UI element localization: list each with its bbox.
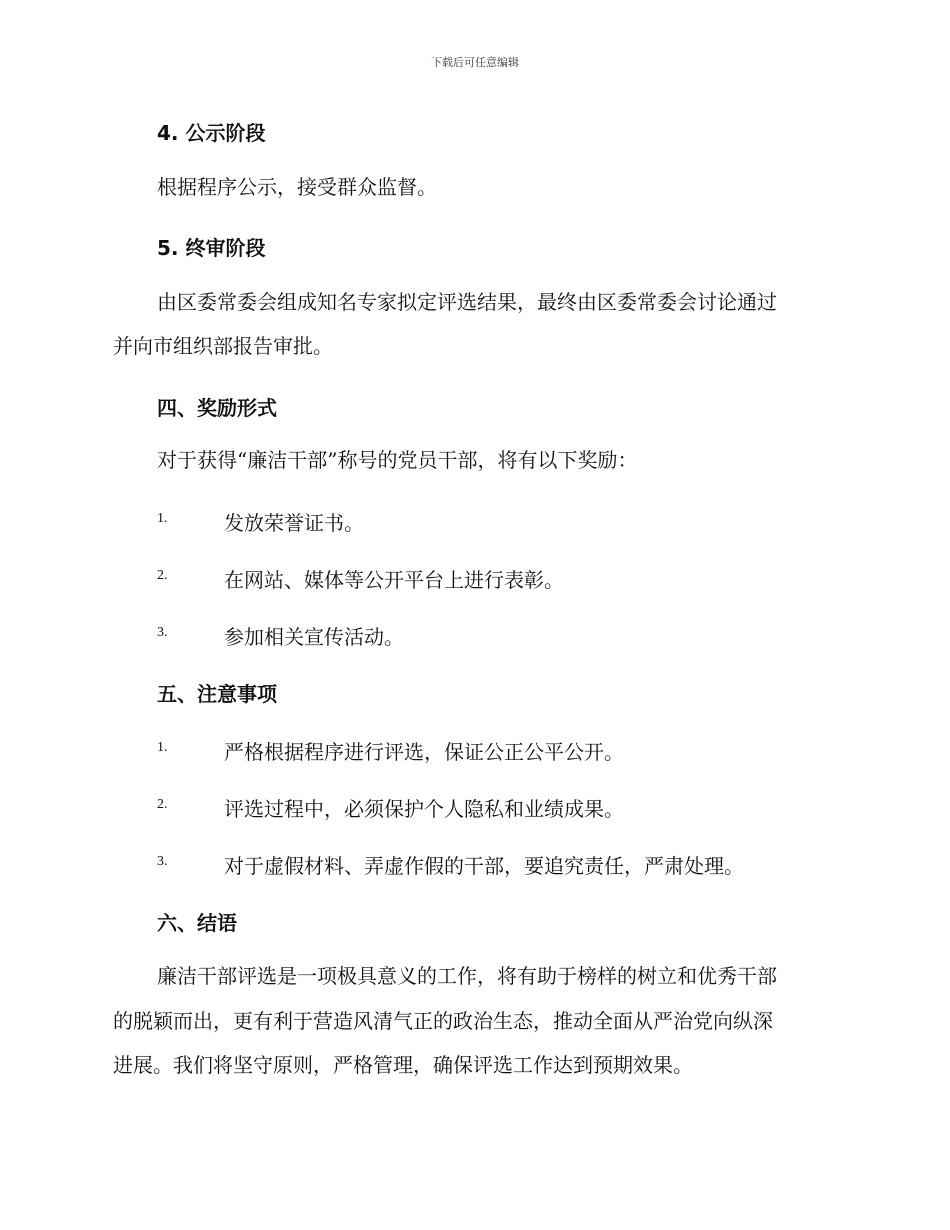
list-item: 发放荣誉证书。: [224, 511, 364, 535]
list-number: 1.: [157, 511, 168, 526]
section-heading-rewards: 四、奖励形式: [157, 396, 277, 420]
list-number: 3.: [157, 625, 168, 640]
list-number: 2.: [157, 797, 168, 812]
list-item: 在网站、媒体等公开平台上进行表彰。: [224, 568, 564, 592]
page-header: 下载后可任意编辑: [431, 56, 519, 69]
paragraph-rewards-intro: 对于获得“廉洁干部”称号的党员干部，将有以下奖励：: [157, 448, 638, 472]
paragraph-conclusion-line3: 进展。我们将坚守原则，严格管理，确保评选工作达到预期效果。: [113, 1053, 693, 1077]
list-item: 严格根据程序进行评选，保证公正公平公开。: [224, 740, 624, 764]
list-number: 3.: [157, 854, 168, 869]
section-heading-final-review: 5. 终审阶段: [157, 236, 266, 260]
list-item: 参加相关宣传活动。: [224, 625, 404, 649]
paragraph-final-review-line1: 由区委常委会组成知名专家拟定评选结果，最终由区委常委会讨论通过: [157, 290, 777, 314]
list-item: 对于虚假材料、弄虚作假的干部，要追究责任，严肃处理。: [224, 854, 744, 878]
list-number: 2.: [157, 568, 168, 583]
list-item: 评选过程中，必须保护个人隐私和业绩成果。: [224, 797, 624, 821]
paragraph-conclusion-line2: 的脱颖而出，更有利于营造风清气正的政治生态，推动全面从严治党向纵深: [113, 1009, 773, 1033]
section-heading-publicity: 4. 公示阶段: [157, 121, 266, 145]
paragraph-conclusion-line1: 廉洁干部评选是一项极具意义的工作，将有助于榜样的树立和优秀干部: [157, 964, 777, 988]
paragraph-final-review-line2: 并向市组织部报告审批。: [113, 334, 333, 358]
section-heading-conclusion: 六、结语: [157, 911, 237, 935]
paragraph-publicity: 根据程序公示，接受群众监督。: [157, 175, 437, 199]
list-number: 1.: [157, 740, 168, 755]
section-heading-notes: 五、注意事项: [157, 682, 277, 706]
